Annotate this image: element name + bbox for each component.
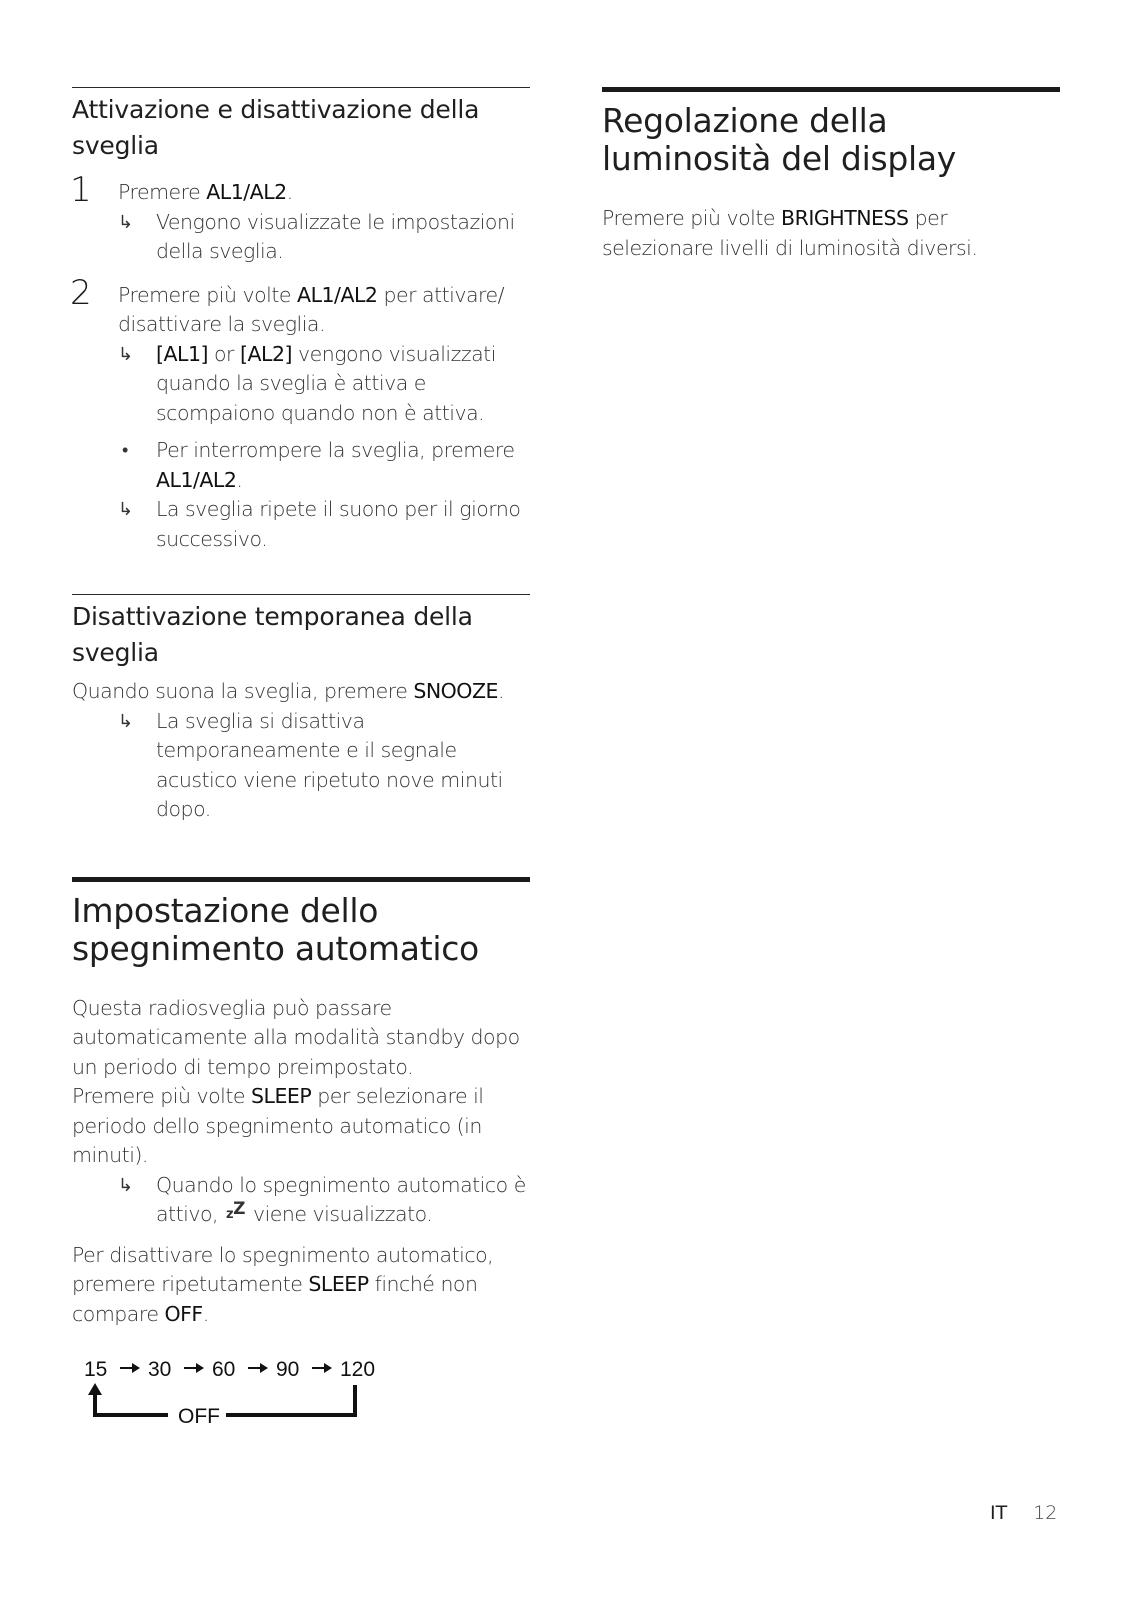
section-divider-thick: [72, 877, 530, 882]
sleep-value: 15: [84, 1358, 108, 1381]
step-2-result: ↳ [AL1] or [AL2] vengono visualizzati quando la sveglia è attiva e scompaiono quando non è attiva.: [118, 341, 496, 425]
sleep-value: 60: [212, 1358, 236, 1381]
arrow-up-icon: [88, 1383, 102, 1395]
sleep-result: ↳ Quando lo spegnimento automatico è attivo, zZ viene visualizzato.: [118, 1172, 526, 1226]
step-2: 2 Premere più volte AL1/AL2 per attivare/ disattivare la sveglia.: [70, 272, 505, 336]
bullet-item: • Per interrompere la sveglia, premere AL1/AL2.: [122, 438, 515, 492]
result-arrow-icon: ↳: [118, 1174, 133, 1196]
result-arrow-icon: ↳: [118, 499, 133, 520]
sleep-value: 90: [276, 1358, 300, 1381]
bullet-result: ↳ La sveglia ripete il suono per il giorno successivo.: [118, 497, 521, 551]
left-column: [72, 87, 530, 1329]
sleep-cycle-diagram: [80, 1355, 420, 1427]
bullet-icon: •: [122, 440, 128, 461]
off-label: OFF: [178, 1405, 220, 1427]
step-1: 1 Premere AL1/AL2.: [70, 170, 293, 210]
language-code: IT: [990, 1502, 1008, 1524]
right-column: [602, 87, 1060, 263]
sleep-instruction-paragraph: Premere più volte SLEEP per selezionare il periodo dello spegnimento automatico (in minuti).: [72, 1084, 484, 1167]
snooze-result: ↳ La sveglia si disattiva temporaneamente e il segnale acustico viene ripetuto nove minuti dopo.: [118, 708, 503, 821]
section-divider-thick: [602, 87, 1060, 92]
result-arrow-icon: ↳: [118, 211, 133, 233]
step-number: 2: [70, 272, 92, 313]
sleep-zz-icon: zZ: [226, 1199, 245, 1222]
section-title-brightness: Regolazione della luminosità del display: [602, 101, 956, 178]
result-arrow-icon: ↳: [118, 710, 133, 732]
loop-back-arrow-icon: [95, 1385, 355, 1415]
sleep-off-paragraph: Per disattivare lo spegnimento automatico, premere ripetutamente SLEEP finché non compare OFF.: [72, 1242, 494, 1326]
section-title-snooze: Disattivazione temporanea della sveglia: [72, 602, 473, 667]
page-footer: [990, 1502, 1057, 1524]
section-title-sleep-timer: Impostazione dello spegnimento automatico: [72, 890, 479, 968]
page-number: 12: [1033, 1502, 1058, 1524]
sleep-intro-paragraph: Questa radiosveglia può passare automaticamente alla modalità standby dopo un periodo di tempo preimpostato.: [72, 995, 520, 1079]
section-title-alarm-toggle: Attivazione e disattivazione della sveglia: [72, 95, 480, 160]
step-number: 1: [70, 170, 92, 210]
step-1-result: ↳ Vengono visualizzate le impostazioni della sveglia.: [118, 209, 515, 263]
section-divider: [72, 87, 530, 88]
section-divider: [72, 594, 530, 595]
result-arrow-icon: ↳: [118, 343, 133, 365]
brightness-paragraph: Premere più volte BRIGHTNESS per selezionare livelli di luminosità diversi.: [602, 206, 978, 260]
snooze-instruction: Quando suona la sveglia, premere SNOOZE.: [72, 679, 504, 703]
sleep-value: 120: [340, 1358, 376, 1381]
sleep-value: 30: [148, 1358, 172, 1381]
